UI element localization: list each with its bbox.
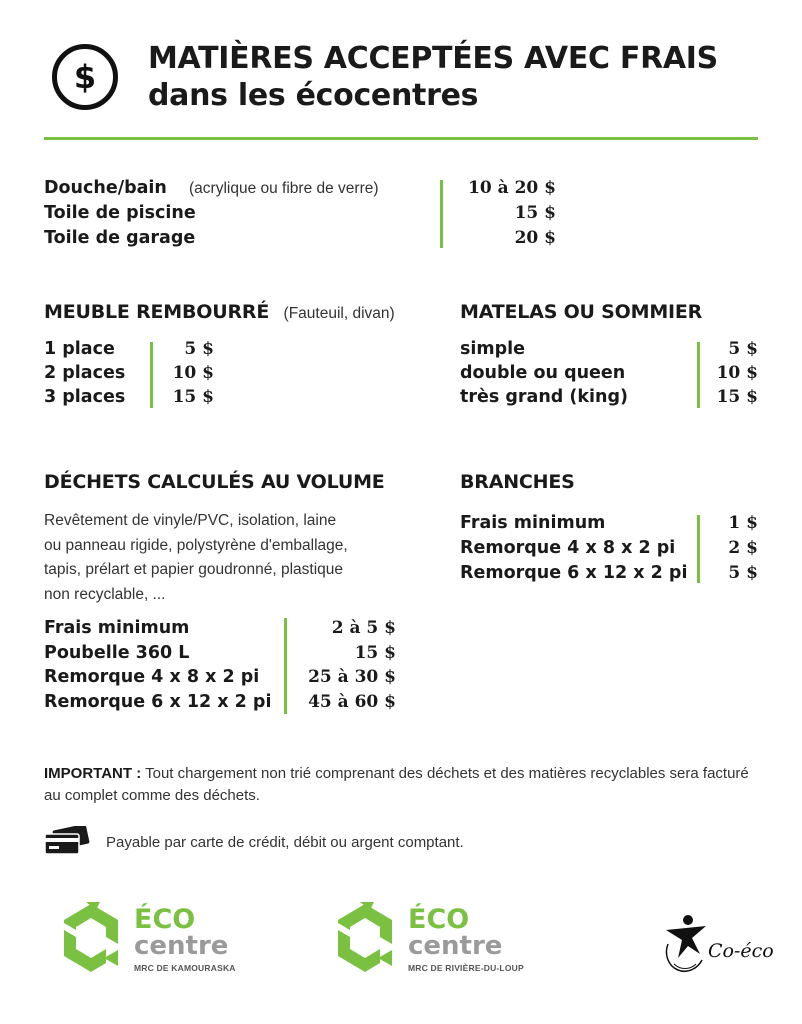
ecocentre-recycle-icon xyxy=(330,900,400,976)
coeco-figure-icon xyxy=(662,914,712,974)
item-price: 20 $ xyxy=(514,228,556,248)
divider-line xyxy=(440,180,443,248)
page-title xyxy=(148,40,718,114)
ecocentre-kamouraska-logo xyxy=(134,906,236,973)
item-label: Remorque 4 x 8 x 2 pi xyxy=(44,667,260,687)
item-price: 1 $ xyxy=(728,513,758,533)
volume-description xyxy=(44,509,348,607)
ecocentre-recycle-icon xyxy=(56,900,126,976)
item-label: 3 places xyxy=(44,387,126,407)
description-line: ou panneau rigide, polystyrène d'emballage, xyxy=(44,536,348,554)
logo-word-centre: centre xyxy=(134,931,229,961)
item-label: 1 place xyxy=(44,339,115,359)
section-note: (Fauteuil, divan) xyxy=(283,305,395,322)
divider-line xyxy=(697,515,700,583)
header-divider xyxy=(44,137,758,140)
item-price: 5 $ xyxy=(184,339,214,359)
item-label: Remorque 6 x 12 x 2 pi xyxy=(44,692,272,712)
item-note: (acrylique ou fibre de verre) xyxy=(189,180,379,197)
ecocentre-riviere-du-loup-logo xyxy=(408,906,524,973)
item-label: simple xyxy=(460,339,526,359)
item-price: 5 $ xyxy=(728,339,758,359)
important-notice xyxy=(44,763,764,807)
section-title-text: MEUBLE REMBOURRÉ xyxy=(44,301,270,323)
important-text: Tout chargement non trié comprenant des déchets et des matières recyclables sera facturé au complet comme des déchets. xyxy=(44,765,749,804)
logo-word-eco: ÉCO xyxy=(134,904,196,935)
item-price: 10 $ xyxy=(716,363,758,383)
logo-word-eco: ÉCO xyxy=(408,904,470,935)
coeco-logo-text: Co-éco xyxy=(708,940,774,962)
item-label: Remorque 6 x 12 x 2 pi xyxy=(460,563,688,583)
item-price: 5 $ xyxy=(728,563,758,583)
item-price: 15 $ xyxy=(716,387,758,407)
item-price: 15 $ xyxy=(354,643,396,663)
item-label: Remorque 4 x 8 x 2 pi xyxy=(460,538,676,558)
item-price: 10 à 20 $ xyxy=(468,178,556,198)
divider-line xyxy=(150,342,153,408)
credit-card-icon xyxy=(44,826,90,856)
item-price: 2 $ xyxy=(728,538,758,558)
item-label: double ou queen xyxy=(460,363,626,383)
important-label: IMPORTANT : xyxy=(44,765,142,782)
dollar-circle-icon: $ xyxy=(52,44,118,110)
item-price: 45 à 60 $ xyxy=(308,692,396,712)
item-price: 15 $ xyxy=(172,387,214,407)
item-label: Frais minimum xyxy=(44,618,190,638)
item-price: 15 $ xyxy=(514,203,556,223)
item-label-text: Douche/bain xyxy=(44,178,167,198)
item-label: 2 places xyxy=(44,363,126,383)
item-label: Frais minimum xyxy=(460,513,606,533)
payment-text: Payable par carte de crédit, débit ou argent comptant. xyxy=(106,834,464,851)
title-line-1: MATIÈRES ACCEPTÉES AVEC FRAIS xyxy=(148,41,718,76)
item-label: très grand (king) xyxy=(460,387,629,407)
description-line: tapis, prélart et papier goudronné, plastique xyxy=(44,561,344,578)
description-line: non recyclable, ... xyxy=(44,585,166,603)
item-label: Poubelle 360 L xyxy=(44,643,190,663)
logo-subtitle: MRC DE KAMOURASKA xyxy=(134,963,236,973)
item-price: 25 à 30 $ xyxy=(308,667,396,687)
item-label: Toile de garage xyxy=(44,228,196,248)
title-line-2: dans les écocentres xyxy=(148,78,479,113)
description-line: Revêtement de vinyle/PVC, isolation, laine xyxy=(44,512,337,529)
section-title: DÉCHETS CALCULÉS AU VOLUME xyxy=(44,471,385,493)
divider-line xyxy=(697,342,700,408)
item-price: 2 à 5 $ xyxy=(331,618,396,638)
item-label xyxy=(44,176,379,201)
item-label: Toile de piscine xyxy=(44,203,196,223)
section-title: MATELAS OU SOMMIER xyxy=(460,301,703,323)
logo-subtitle: MRC DE RIVIÈRE-DU-LOUP xyxy=(408,963,524,973)
logo-word-centre: centre xyxy=(408,931,503,961)
item-price: 10 $ xyxy=(172,363,214,383)
divider-line xyxy=(284,618,287,714)
section-title: BRANCHES xyxy=(460,471,575,493)
section-title xyxy=(44,301,395,323)
